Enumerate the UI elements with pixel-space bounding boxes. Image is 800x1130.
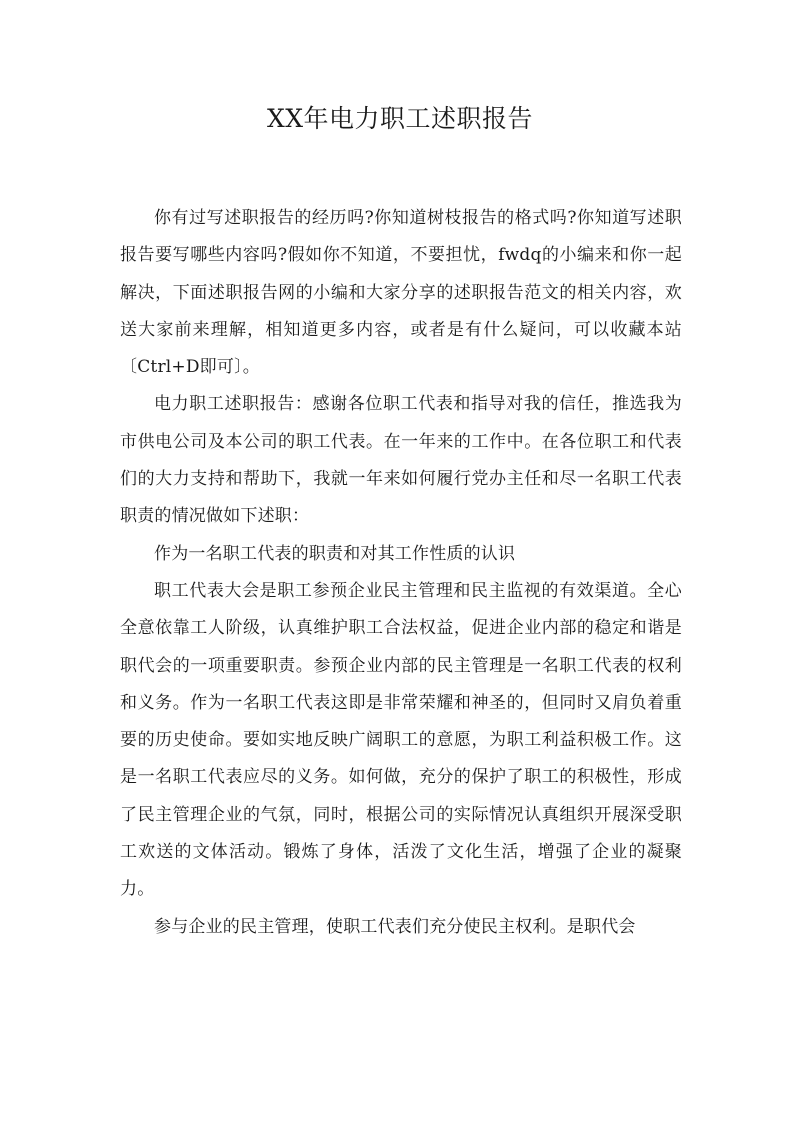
section-heading-duties: 作为一名职工代表的职责和对其工作性质的认识 xyxy=(154,543,516,564)
paragraph-duties: 职工代表大会是职工参预企业民主管理和民主监视的有效渠道。全心全意依靠工人阶级，认真维护职工合法权益，促进企业内部的稳定和谐是职代会的一项重要职责。参预企业内部的民主管理是一名职工代表的权利和义务。作为一名职工代表这即是非常荣耀和神圣的，但同时又肩负着重要的历史使命。要如实地反映广阔职工的意愿，为职工利益积极工作。这是一名职工代表应尽的义务。如何做，充分的保护了职工的积极性，形成了民主管理企业的气氛，同时，根据公司的实际情况认真组织开展深受职工欢送的文体活动。锻炼了身体，活泼了文化生活，增强了企业的凝聚力。 xyxy=(120,580,682,900)
paragraph-report-opening: 电力职工述职报告：感谢各位职工代表和指导对我的信任，推选我为市供电公司及本公司的职工代表。在一年来的工作中。在各位职工和代表们的大力支持和帮助下，我就一年来如何履行党办主任和尽一名职工代表职责的情况做如下述职： xyxy=(120,394,682,527)
document-title: XX年电力职工述职报告 xyxy=(266,104,534,133)
document-body xyxy=(120,200,682,946)
paragraph-intro: 你有过写述职报告的经历吗?你知道树枝报告的格式吗?你知道写述职报告要写哪些内容吗?假如你不知道，不要担忧，fwdq的小编来和你一起解决，下面述职报告网的小编和大家分享的述职报告范文的相关内容，欢送大家前来理解，相知道更多内容，或者是有什么疑问，可以收藏本站〔Ctrl+D即可〕。 xyxy=(120,208,682,378)
paragraph-participation: 参与企业的民主管理，使职工代表们充分使民主权利。是职代会 xyxy=(154,916,636,937)
